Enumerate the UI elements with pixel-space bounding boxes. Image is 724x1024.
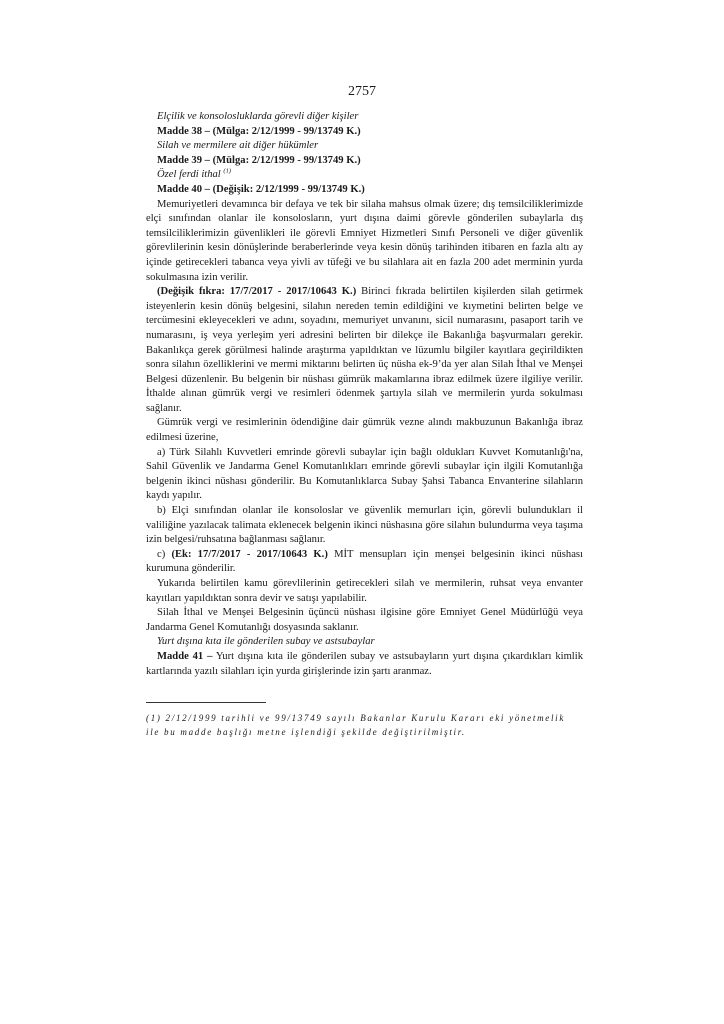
article-41 — [146, 650, 583, 679]
list-item-c-prefix: c) — [157, 548, 172, 560]
footnote-divider — [146, 702, 266, 703]
page-number: 2757 — [348, 84, 376, 99]
paragraph-5: Silah İthal ve Menşei Belgesinin üçüncü nüshası ilgisine göre Emniyet Genel Müdürlüğü veya Jandarma Genel Komutanlığı dosyasında saklanır. — [146, 607, 583, 633]
paragraph-2 — [146, 285, 583, 416]
article-41-text: Yurt dışına kıta ile gönderilen subay ve astsubayların yurt dışına çıkardıkları kimlik kartlarında yazılı silahları için yurda girişlerinde izin şartı aranmaz. — [146, 650, 583, 677]
document-body — [146, 110, 583, 679]
section-heading-41: Yurt dışına kıta ile gönderilen subay ve astsubaylar — [157, 636, 375, 648]
section-heading-38: Elçilik ve konsolosluklarda görevli diğer kişiler — [157, 111, 359, 122]
paragraph-4: Yukarıda belirtilen kamu görevlilerinin getirecekleri silah ve mermilerin, ruhsat veya envanter kayıtları yapıldıktan sonra devir ve satışı yapılabilir. — [146, 578, 583, 604]
article-39: Madde 39 – (Mülga: 2/12/1999 - 99/13749 K.) — [157, 154, 361, 166]
article-40: Madde 40 – (Değişik: 2/12/1999 - 99/13749 K.) — [157, 183, 365, 195]
list-item-b: b) Elçi sınıfından olanlar ile konsoloslar ve güvenlik memurları için, görevli bulundukları il valiliğine yazılacak talimata eklenecek belgenin ikinci nüshasına göre silahın bulundurma veya taşıma izin belgesi/ruhsatına bağlanması sağlanır. — [146, 505, 583, 546]
article-38: Madde 38 – (Mülga: 2/12/1999 - 99/13749 K.) — [157, 125, 361, 137]
amendment-note: (Değişik fıkra: 17/7/2017 - 2017/10643 K.) — [157, 286, 357, 298]
section-heading-39: Silah ve mermilere ait diğer hükümler — [157, 140, 319, 152]
list-item-c-text: MİT mensupları için menşei belgesinin ikinci nüshası kurumuna gönderilir. — [146, 548, 583, 575]
addition-note: (Ek: 17/7/2017 - 2017/10643 K.) — [171, 548, 328, 560]
paragraph-3: Gümrük vergi ve resimlerinin ödendiğine dair gümrük vezne alındı makbuzunun Bakanlığa ibraz edilmesi üzerine, — [146, 417, 583, 444]
article-41-label: Madde 41 – — [157, 650, 213, 662]
footnote-marker: (1) — [223, 167, 232, 175]
paragraph-2-text: Birinci fıkrada belirtilen kişilerden silah getirmek isteyenlerin kesin dönüş belgesini, silahın nereden temin edildiğini ve kıymetini belirten belge ve tercümesini ekleyecekleri ve adını, soyadını, memuriyet unvanını, sicil numarasını, pasaport tarih ve numarasını, iş veya yerleşim yeri adresini belirten bir dilekçe ile Bakanlığa başvurmaları gerekir. Bakanlıkça gerek görülmesi halinde araştırma yapıldıktan ve lüzumlu bilgiler kayıtlara geçirildikten sonra silahın özelliklerini ve mermi miktarını belirten üç nüsha ek-9’da yer alan Silah İthal ve Menşei Belgesi düzenlenir. Bu belgenin bir nüshası gümrük makamlarına ibraz edilmek üzere ilgiliye verilir. İthalde alınan gümrük vergi ve resimleri ödenmek şartıyla silah ve mermilerin yurda sokulması sağlanır. — [146, 286, 583, 414]
paragraph-1: Memuriyetleri devamınca bir defaya ve tek bir silaha mahsus olmak üzere; dış temsilciliklerimizde elçi sınıfından olanlar ile konsolosların, yurt dışına daimi görevle gönderilen subaylarla dış temsilciliklerimizin güvenlikleri ile görevli Emniyet Hizmetleri Sınıfı Personeli ve diğer güvenlik görevlilerinin kesin dönüşlerinde beraberlerinde veya kesin dönüş tarihinden itibaren en fazla altı ay içinde getirecekleri tabanca veya yivli av tüfeği ve bu silahlara ait en fazla 200 adet merminin yurda sokulmasına izin verilir. — [146, 198, 583, 283]
list-item-a: a) Türk Silahlı Kuvvetleri emrinde görevli subaylar için bağlı oldukları Kuvvet Komutanlığı'na, Sahil Güvenlik ve Jandarma Genel Komutanlıkları emrinde görevli subaylar için ilgili Komutanlığa belgenin ikinci nüshası gönderilir. Bu Komutanlıklarca Subay Şahsi Tabanca Envanterine silahların kaydı yapılır. — [146, 446, 583, 502]
list-item-c — [146, 548, 583, 577]
section-heading-40 — [146, 168, 583, 183]
footnote: (1) 2/12/1999 tarihli ve 99/13749 sayılı Bakanlar Kurulu Kararı eki yönetmelik ile bu madde başlığı metne işlendiği şekilde değiştirilmiştir. — [146, 713, 566, 737]
heading-40-text: Özel ferdi ithal — [157, 169, 221, 181]
